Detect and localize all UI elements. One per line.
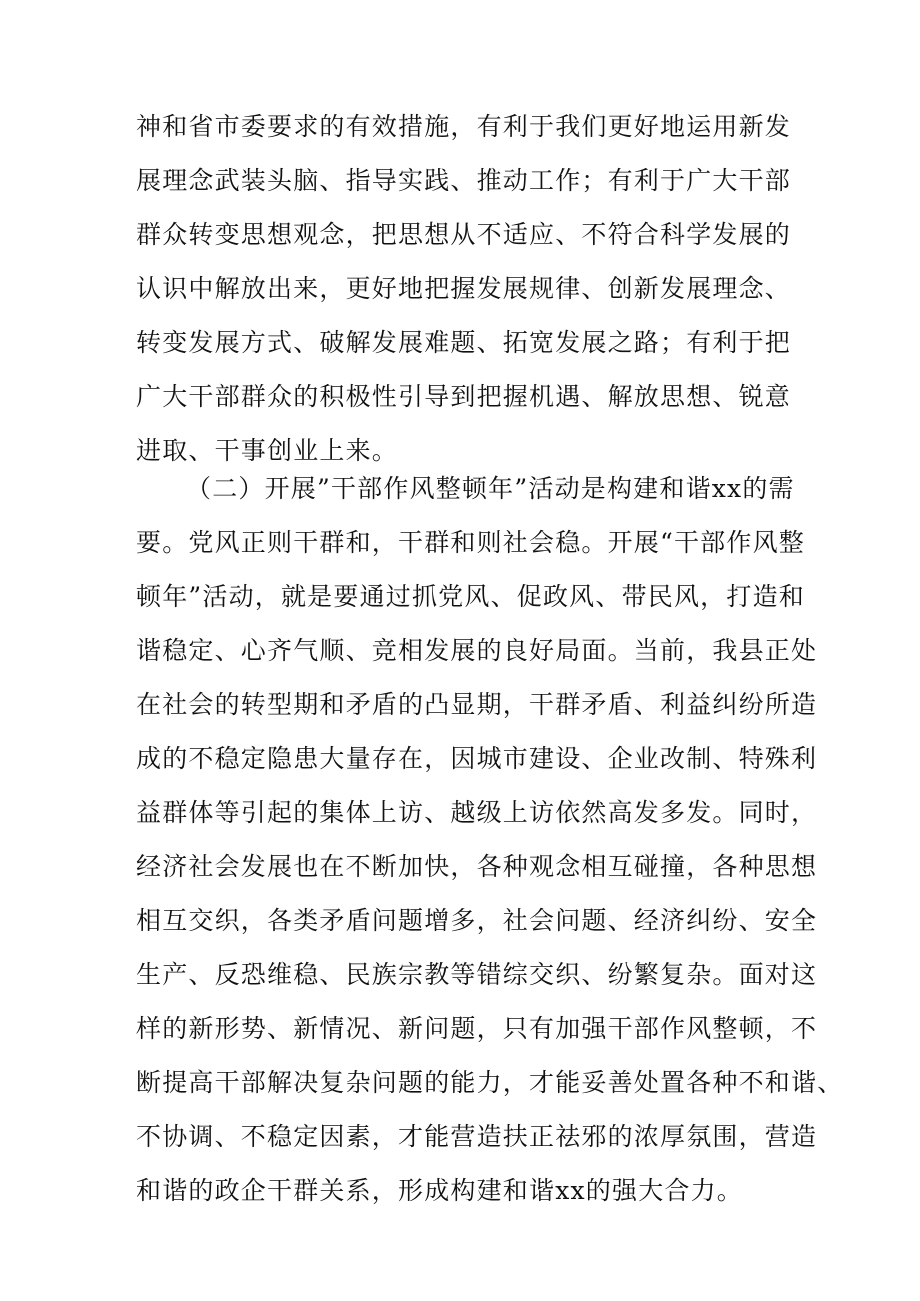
text-line: 展理念武装头脑、指导实践、推动工作；有利于广大干部 xyxy=(136,166,792,195)
text-line: 成的不稳定隐患大量存在，因城市建设、企业改制、特殊利 xyxy=(136,744,818,773)
text-line: 转变发展方式、破解发展难题、拓宽发展之路；有利于把 xyxy=(136,328,792,357)
paragraph-continuation xyxy=(136,100,796,478)
text-line: 认识中解放出来，更好地把握发展规律、创新发展理念、 xyxy=(136,274,792,303)
text-line: 益群体等引起的集体上访、越级上访依然高发多发。同时， xyxy=(136,798,818,827)
text-line: 广大干部群众的积极性引导到把握机遇、解放思想、锐意 xyxy=(136,382,792,411)
text-line: 在社会的转型期和矛盾的凸显期，干群矛盾、利益纠纷所造 xyxy=(136,690,818,719)
text-line: 生产、反恐维稳、民族宗教等错综交织、纷繁复杂。面对这 xyxy=(136,960,818,989)
text-line: 不协调、不稳定因素，才能营造扶正祛邪的浓厚氛围，营造 xyxy=(136,1122,818,1151)
text-line: 谐稳定、心齐气顺、竞相发展的良好局面。当前，我县正处 xyxy=(136,636,818,665)
text-line: 要。党风正则干群和，干群和则社会稳。开展“干部作风整 xyxy=(136,528,805,557)
text-line: 断提高干部解决复杂问题的能力，才能妥善处置各种不和谐、 xyxy=(136,1068,844,1097)
section-heading-line: （二）开展”干部作风整顿年”活动是构建和谐xx的需 xyxy=(186,474,795,503)
text-line: 样的新形势、新情况、新问题，只有加强干部作风整顿，不 xyxy=(136,1014,818,1043)
text-line: 经济社会发展也在不断加快，各种观念相互碰撞，各种思想 xyxy=(136,852,818,881)
text-line: 相互交织，各类矛盾问题增多，社会问题、经济纠纷、安全 xyxy=(136,906,818,935)
text-line: 神和省市委要求的有效措施，有利于我们更好地运用新发 xyxy=(136,112,792,141)
text-line: 顿年”活动，就是要通过抓党风、促政风、带民风，打造和 xyxy=(136,582,805,611)
text-line: 进取、干事创业上来。 xyxy=(136,436,399,465)
text-line: 群众转变思想观念，把思想从不适应、不符合科学发展的 xyxy=(136,220,792,249)
text-line: 和谐的政企干群关系，形成构建和谐xx的强大合力。 xyxy=(136,1176,744,1205)
paragraph-section-2 xyxy=(136,462,844,1218)
